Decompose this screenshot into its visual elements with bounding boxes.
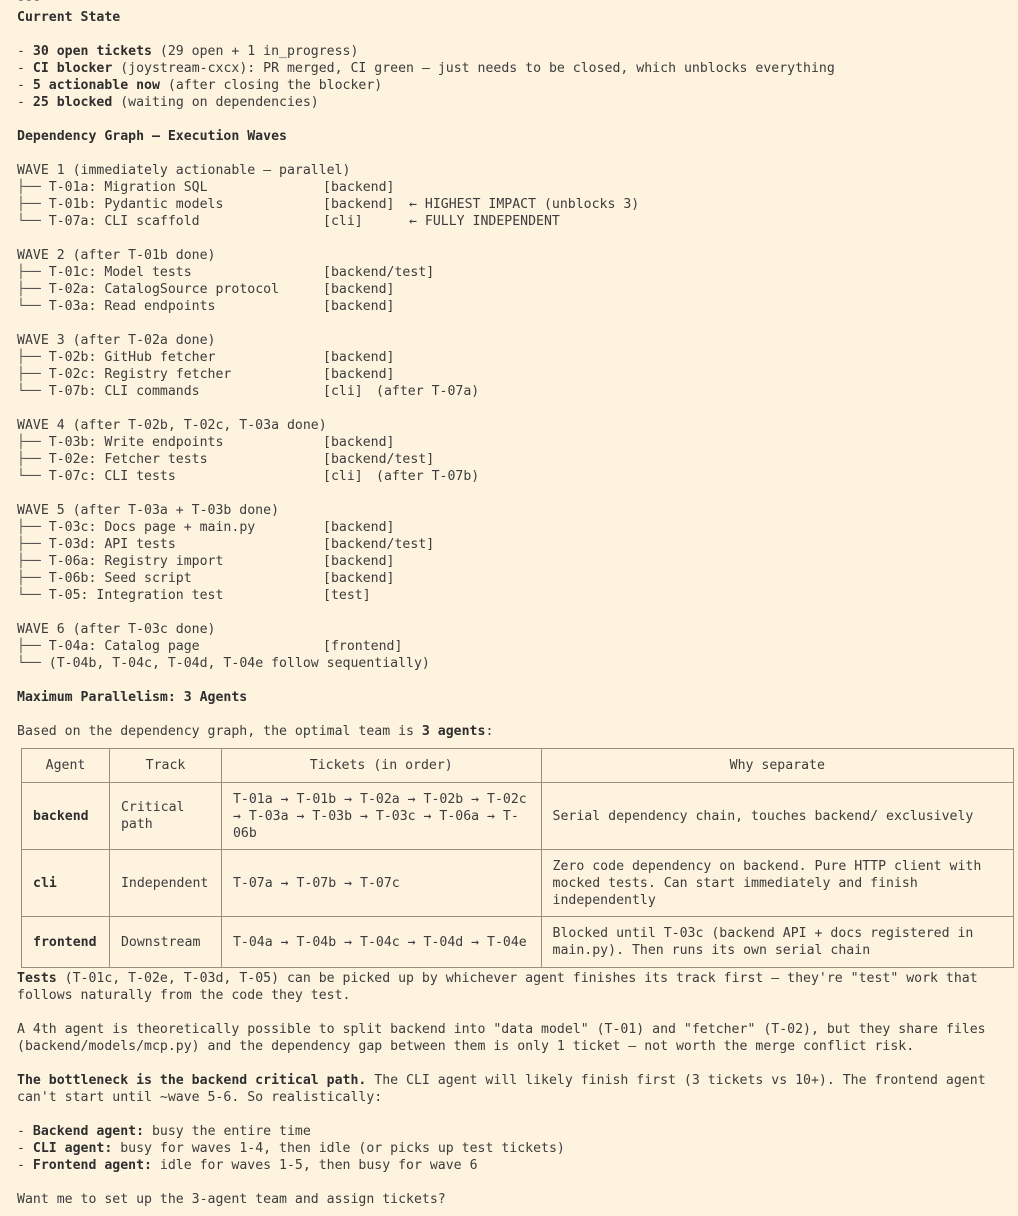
ticket-label: (T-04b, T-04c, T-04d, T-04e follow sequentially) bbox=[48, 656, 430, 671]
ticket-label: T-07a: CLI scaffold bbox=[48, 214, 200, 229]
tickets-cell: T-07a → T-07b → T-07c bbox=[221, 850, 541, 917]
column-header-why: Why separate bbox=[541, 749, 1013, 783]
list-item: - CI blocker (joystream-cxcx): PR merged, CI green — just needs to be closed, which unblocks everything bbox=[17, 61, 835, 76]
tree-branch: └── bbox=[17, 469, 49, 484]
wave-title: WAVE 4 (after T-02b, T-02c, T-03a done) bbox=[17, 418, 327, 433]
ticket-tag: [cli] bbox=[323, 469, 363, 484]
ticket-label: T-04a: Catalog page bbox=[48, 639, 200, 654]
wave-ticket bbox=[17, 519, 1015, 536]
tree-branch: ├── bbox=[17, 520, 49, 535]
ticket-label: T-01a: Migration SQL bbox=[48, 180, 208, 195]
ticket-tag: [frontend] bbox=[323, 639, 403, 654]
wave-ticket bbox=[17, 349, 1015, 366]
ticket-tag: [backend] bbox=[323, 367, 395, 382]
ticket-after-note: (after T-07a) bbox=[376, 384, 480, 399]
list-item: - CLI agent: busy for waves 1-4, then idle (or picks up test tickets) bbox=[17, 1141, 565, 1156]
ticket-tag: [backend/test] bbox=[323, 452, 435, 467]
wave-title: WAVE 5 (after T-03a + T-03b done) bbox=[17, 503, 280, 518]
tree-branch: └── bbox=[17, 656, 49, 671]
table-row bbox=[22, 783, 1014, 850]
wave-title: WAVE 3 (after T-02a done) bbox=[17, 333, 216, 348]
wave-block bbox=[17, 247, 1015, 332]
dependency-graph bbox=[17, 162, 1015, 689]
wave-ticket bbox=[17, 570, 1015, 587]
tree-branch: ├── bbox=[17, 367, 49, 382]
wave-ticket bbox=[17, 655, 1015, 672]
column-header-agent: Agent bbox=[22, 749, 110, 783]
section-heading-current-state: Current State bbox=[17, 10, 121, 25]
tree-branch: └── bbox=[17, 214, 49, 229]
wave-ticket bbox=[17, 468, 1015, 485]
why-cell: Serial dependency chain, touches backend/ exclusively bbox=[541, 783, 1013, 850]
tree-branch: ├── bbox=[17, 537, 49, 552]
ticket-label: T-03c: Docs page + main.py bbox=[48, 520, 256, 535]
tree-branch: ├── bbox=[17, 435, 49, 450]
ticket-tag: [backend] bbox=[323, 180, 395, 195]
tests-note: Tests (T-01c, T-02e, T-03d, T-05) can be picked up by whichever agent finishes its track first — they're "test" work that follows naturally from the code they test. bbox=[17, 971, 978, 1003]
section-heading-parallelism: Maximum Parallelism: 3 Agents bbox=[17, 690, 248, 705]
track-cell: Downstream bbox=[109, 917, 221, 968]
ticket-label: T-02a: CatalogSource protocol bbox=[48, 282, 280, 297]
wave-title: WAVE 6 (after T-03c done) bbox=[17, 622, 216, 637]
wave-ticket bbox=[17, 553, 1015, 570]
wave-ticket bbox=[17, 298, 1015, 315]
ticket-label: T-03d: API tests bbox=[48, 537, 176, 552]
list-item: - Backend agent: busy the entire time bbox=[17, 1124, 311, 1139]
wave-block bbox=[17, 621, 1015, 689]
agents-table bbox=[21, 748, 1014, 968]
wave-ticket bbox=[17, 383, 1015, 400]
table-row bbox=[22, 850, 1014, 917]
ticket-label: T-07b: CLI commands bbox=[48, 384, 200, 399]
current-state-list bbox=[17, 43, 1015, 111]
ticket-label: T-02c: Registry fetcher bbox=[48, 367, 232, 382]
wave-ticket bbox=[17, 434, 1015, 451]
tree-branch: ├── bbox=[17, 265, 49, 280]
tree-branch: ├── bbox=[17, 350, 49, 365]
list-item: - Frontend agent: idle for waves 1-5, then busy for wave 6 bbox=[17, 1158, 478, 1173]
column-header-tickets: Tickets (in order) bbox=[221, 749, 541, 783]
wave-block bbox=[17, 162, 1015, 247]
ticket-label: T-03a: Read endpoints bbox=[48, 299, 216, 314]
ticket-label: T-03b: Write endpoints bbox=[48, 435, 224, 450]
wave-ticket bbox=[17, 587, 1015, 604]
parallelism-intro: Based on the dependency graph, the optimal team is 3 agents: bbox=[17, 724, 494, 739]
wave-ticket bbox=[17, 451, 1015, 468]
wave-ticket bbox=[17, 281, 1015, 298]
wave-title: WAVE 2 (after T-01b done) bbox=[17, 248, 216, 263]
why-cell: Zero code dependency on backend. Pure HTTP client with mocked tests. Can start immediately and finish independently bbox=[541, 850, 1013, 917]
wave-ticket bbox=[17, 196, 1015, 213]
list-item: - 30 open tickets (29 open + 1 in_progress) bbox=[17, 44, 359, 59]
tickets-cell: T-04a → T-04b → T-04c → T-04d → T-04e bbox=[221, 917, 541, 968]
list-item: - 5 actionable now (after closing the blocker) bbox=[17, 78, 383, 93]
ticket-label: T-06a: Registry import bbox=[48, 554, 224, 569]
divider: --- bbox=[17, 0, 41, 8]
wave-title: WAVE 1 (immediately actionable — parallel) bbox=[17, 163, 351, 178]
ticket-tag: [cli] bbox=[323, 214, 363, 229]
track-cell: Critical path bbox=[109, 783, 221, 850]
tree-branch: ├── bbox=[17, 180, 49, 195]
tree-branch: └── bbox=[17, 299, 49, 314]
wave-ticket bbox=[17, 179, 1015, 196]
table-row bbox=[22, 917, 1014, 968]
tree-branch: └── bbox=[17, 384, 49, 399]
why-cell: Blocked until T-03c (backend API + docs registered in main.py). Then runs its own serial chain bbox=[541, 917, 1013, 968]
ticket-tag: [backend/test] bbox=[323, 537, 435, 552]
track-cell: Independent bbox=[109, 850, 221, 917]
ticket-tag: [backend] bbox=[323, 299, 395, 314]
ticket-tag: [cli] bbox=[323, 384, 363, 399]
tree-branch: ├── bbox=[17, 197, 49, 212]
ticket-tag: [backend] bbox=[323, 554, 395, 569]
agent-cell: frontend bbox=[22, 917, 110, 968]
tree-branch: ├── bbox=[17, 452, 49, 467]
ticket-label: T-07c: CLI tests bbox=[48, 469, 176, 484]
wave-block bbox=[17, 332, 1015, 417]
wave-ticket bbox=[17, 213, 1015, 230]
ticket-tag: [backend] bbox=[323, 571, 395, 586]
tree-branch: └── bbox=[17, 588, 49, 603]
tree-branch: ├── bbox=[17, 639, 49, 654]
ticket-note: ← FULLY INDEPENDENT bbox=[409, 214, 560, 229]
ticket-label: T-06b: Seed script bbox=[48, 571, 192, 586]
tree-branch: ├── bbox=[17, 571, 49, 586]
wave-ticket bbox=[17, 264, 1015, 281]
wave-block bbox=[17, 502, 1015, 621]
tree-branch: ├── bbox=[17, 282, 49, 297]
wave-ticket bbox=[17, 366, 1015, 383]
chat-message bbox=[17, 0, 1015, 1208]
list-item: - 25 blocked (waiting on dependencies) bbox=[17, 95, 319, 110]
tickets-cell: T-01a → T-01b → T-02a → T-02b → T-02c → T-03a → T-03b → T-03c → T-06a → T-06b bbox=[221, 783, 541, 850]
wave-ticket bbox=[17, 536, 1015, 553]
ticket-tag: [backend] bbox=[323, 435, 395, 450]
ticket-label: T-01b: Pydantic models bbox=[48, 197, 224, 212]
ticket-after-note: (after T-07b) bbox=[376, 469, 480, 484]
agent-status-list bbox=[17, 1123, 1015, 1174]
ticket-label: T-01c: Model tests bbox=[48, 265, 192, 280]
column-header-track: Track bbox=[109, 749, 221, 783]
ticket-label: T-02b: GitHub fetcher bbox=[48, 350, 216, 365]
section-heading-dependency-graph: Dependency Graph — Execution Waves bbox=[17, 129, 287, 144]
ticket-label: T-05: Integration test bbox=[48, 588, 224, 603]
table-header-row bbox=[22, 749, 1014, 783]
agent-cell: cli bbox=[22, 850, 110, 917]
closing-question: Want me to set up the 3-agent team and assign tickets? bbox=[17, 1192, 446, 1207]
ticket-tag: [backend] bbox=[323, 197, 395, 212]
ticket-note: ← HIGHEST IMPACT (unblocks 3) bbox=[409, 197, 640, 212]
wave-ticket bbox=[17, 638, 1015, 655]
ticket-tag: [test] bbox=[323, 588, 371, 603]
tree-branch: ├── bbox=[17, 554, 49, 569]
bottleneck-note: The bottleneck is the backend critical path. The CLI agent will likely finish first (3 tickets vs 10+). The frontend agent can't start until ~wave 5-6. So realistically: bbox=[17, 1073, 986, 1105]
fourth-agent-note: A 4th agent is theoretically possible to split backend into "data model" (T-01) and "fetcher" (T-02), but they share files (backend/models/mcp.py) and the dependency gap between them is only 1 ticket — not worth the merge conflict risk. bbox=[17, 1022, 986, 1054]
wave-block bbox=[17, 417, 1015, 502]
ticket-tag: [backend] bbox=[323, 520, 395, 535]
agent-cell: backend bbox=[22, 783, 110, 850]
ticket-tag: [backend] bbox=[323, 282, 395, 297]
ticket-tag: [backend] bbox=[323, 350, 395, 365]
ticket-tag: [backend/test] bbox=[323, 265, 435, 280]
ticket-label: T-02e: Fetcher tests bbox=[48, 452, 208, 467]
